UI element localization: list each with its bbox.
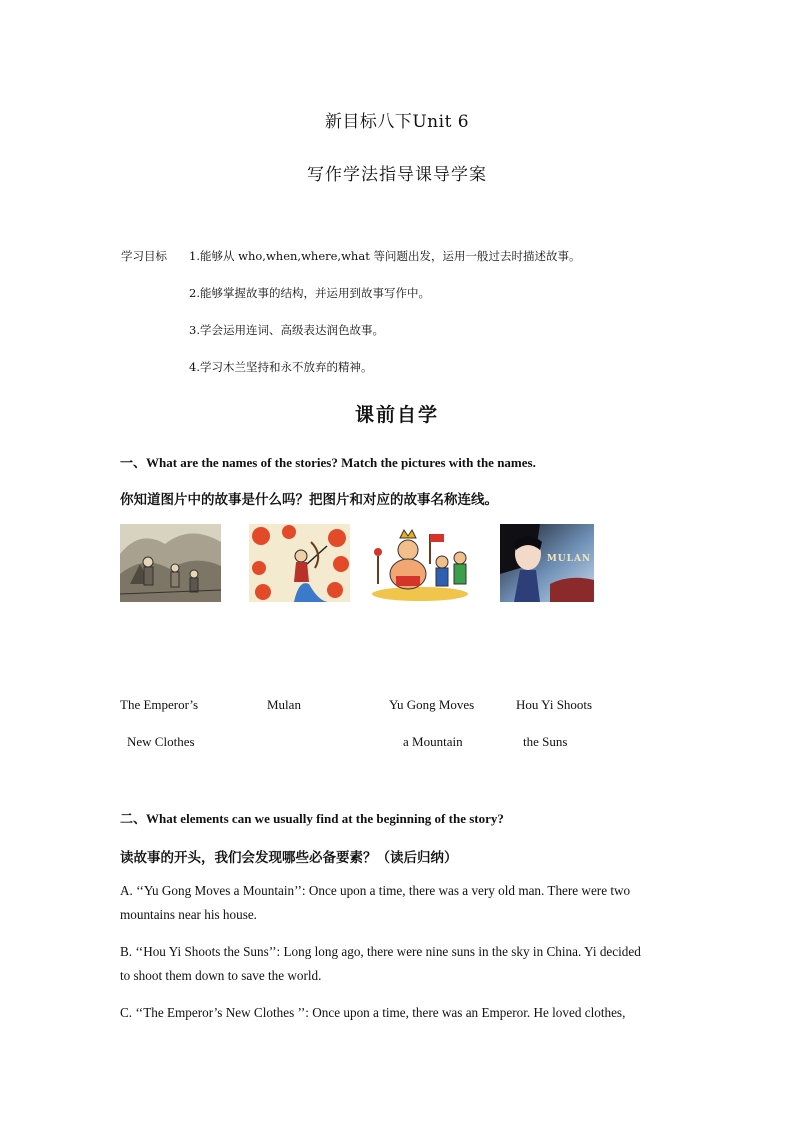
houyi-picture	[249, 524, 350, 602]
part1-question-cn: 你知道图片中的故事是什么吗？把图片和对应的故事名称连线。	[120, 492, 498, 508]
story-name-yugong-line1: Yu Gong Moves	[389, 697, 475, 712]
part2-question-en: 二、What elements can we usually find at the beginning of the story?	[120, 811, 504, 826]
paragraph-a-line1: A. ‘‘Yu Gong Moves a Mountain’’: Once upon a time, there was a very old man. There were two	[120, 883, 631, 898]
objectives-label: 学习目标	[121, 249, 167, 263]
story-name-mulan: Mulan	[267, 697, 301, 712]
emperor-picture	[370, 524, 472, 602]
paragraph-c-line1: C. ‘‘The Emperor’s New Clothes ’’: Once upon a time, there was an Emperor. He loved clothes,	[120, 1005, 626, 1020]
document-subtitle: 写作学法指导课导学案	[307, 165, 487, 185]
paragraph-b-line1: B. ‘‘Hou Yi Shoots the Suns’’: Long long ago, there were nine suns in the sky in China. Yi decided	[120, 944, 641, 959]
part1-question-en: 一、What are the names of the stories? Match the pictures with the names.	[120, 455, 536, 470]
objective-item-1: 1.能够从 who,when,where,what 等问题出发，运用一般过去时描述故事。	[189, 249, 581, 263]
objective-item-3: 3.学会运用连词、高级表达润色故事。	[189, 323, 384, 337]
story-name-houyi-line2: the Suns	[523, 734, 568, 749]
story-name-yugong-line2: a Mountain	[403, 734, 463, 749]
mulan-poster	[500, 524, 594, 602]
objective-item-4: 4.学习木兰坚持和永不放弃的精神。	[189, 360, 373, 374]
paragraph-b-line2: to shoot them down to save the world.	[120, 968, 322, 983]
section-heading: 课前自学	[354, 404, 439, 426]
document-title: 新目标八下Unit 6	[324, 112, 470, 132]
objective-item-2: 2.能够掌握故事的结构，并运用到故事写作中。	[189, 286, 430, 300]
story-name-houyi-line1: Hou Yi Shoots	[516, 697, 593, 712]
story-name-emperor-line2: New Clothes	[127, 734, 195, 749]
poster-title: MULAN	[546, 554, 592, 564]
story-name-emperor-line1: The Emperor’s	[120, 697, 199, 712]
yugong-picture	[120, 524, 221, 602]
paragraph-a-line2: mountains near his house.	[120, 907, 257, 922]
part2-question-cn: 读故事的开头，我们会发现哪些必备要素？（读后归纳）	[120, 850, 458, 866]
